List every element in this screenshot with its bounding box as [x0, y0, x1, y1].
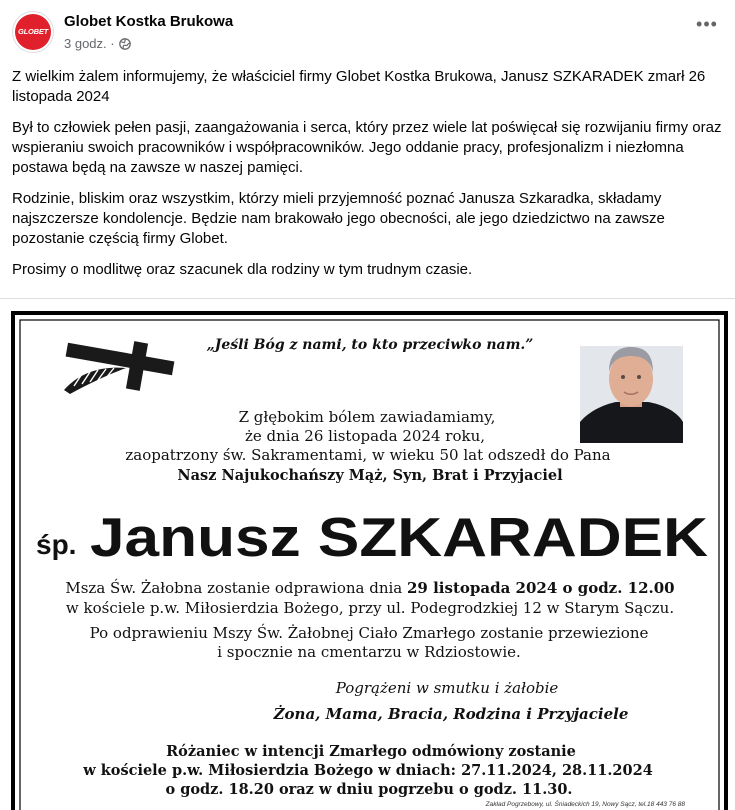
notice-burial-line-1: Po odprawieniu Mszy Św. Żałobnej Ciało Zmarłego zostanie przewiezione [89, 624, 649, 642]
notice-mass-line-2: w kościele p.w. Miłosierdzia Bożego, przy ul. Podegrodzkiej 12 w Starym Sączu. [65, 599, 675, 617]
post-paragraph: Z wielkim żalem informujemy, że właściciel firmy Globet Kostka Brukowa, Janusz SZKARADEK zmarł 26 listopada 2024 [12, 68, 706, 105]
post-paragraph: Rodzinie, bliskim oraz wszystkim, którzy mieli przyjemność poznać Janusza Szkaradka, składamy najszczersze kondolencje. Będzie nam brakowało jego obecności, ale jego dziedzictwo na zawsze pozostanie częścią firmy Globet. [12, 190, 665, 247]
notice-mass-text: Msza Św. Żałobna zostanie odprawiona dnia [65, 579, 408, 597]
page-avatar[interactable] [12, 11, 54, 53]
notice-sp-label: śp. [36, 529, 77, 560]
notice-mass-date: 29 listopada 2024 o godz. 12.00 [407, 579, 675, 597]
obituary-notice-image[interactable] [0, 299, 735, 810]
notice-deceased-name: Janusz SZKARADEK [90, 506, 709, 568]
notice-footer: Zakład Pogrzebowy, ul. Śniadeckich 19, Nowy Sącz, tel.18 443 76 88 [485, 801, 685, 808]
page-name-link[interactable]: Globet Kostka Brukowa [64, 13, 234, 30]
post-paragraph: Był to człowiek pełen pasji, zaangażowania i serca, który przez wiele lat poświęcał się rozwijaniu firmy oraz wspieraniu swoich pracowników i współpracowników. Jego oddanie pracy, profesjonalizm i niezłomna postawa będą na zawsze w naszej pamięci. [12, 119, 722, 176]
notice-intro-line-2: że dnia 26 listopada 2024 roku, [244, 427, 486, 445]
notice-mourning: Pogrążeni w smutku i żałobie [335, 679, 559, 697]
globe-icon [119, 38, 131, 50]
notice-intro-line-3: zaopatrzony św. Sakramentami, w wieku 50 lat odszedł do Pana [125, 446, 611, 464]
avatar-logo-text: GLOBET [17, 27, 49, 36]
notice-burial-line-2: i spocznie na cmentarzu w Rdziostowie. [217, 643, 521, 661]
more-options-icon[interactable]: ••• [696, 14, 718, 34]
notice-relation: Nasz Najukochańszy Mąż, Syn, Brat i Przyjaciel [177, 467, 563, 484]
post-time[interactable]: 3 godz. · [64, 36, 115, 51]
notice-rosary-line-1: Różaniec w intencji Zmarłego odmówiony zostanie [166, 743, 576, 760]
notice-quote: „Jeśli Bóg z nami, to kto przeciwko nam.” [206, 337, 534, 353]
notice-rosary-line-3: o godz. 18.20 oraz w dniu pogrzebu o godz. 11.30. [165, 781, 573, 798]
notice-mourners: Żona, Mama, Bracia, Rodzina i Przyjaciele [273, 705, 629, 723]
notice-mass-line-1 [65, 579, 674, 597]
post-body [12, 67, 724, 291]
notice-rosary-line-2: w kościele p.w. Miłosierdzia Bożego w dniach: 27.11.2024, 28.11.2024 [83, 762, 653, 779]
post-meta [64, 36, 131, 51]
post-paragraph: Prosimy o modlitwę oraz szacunek dla rodziny w tym trudnym czasie. [12, 261, 473, 278]
notice-intro-line-1: Z głębokim bólem zawiadamiamy, [238, 408, 496, 426]
deceased-photo [580, 346, 683, 443]
post-header [12, 11, 723, 55]
